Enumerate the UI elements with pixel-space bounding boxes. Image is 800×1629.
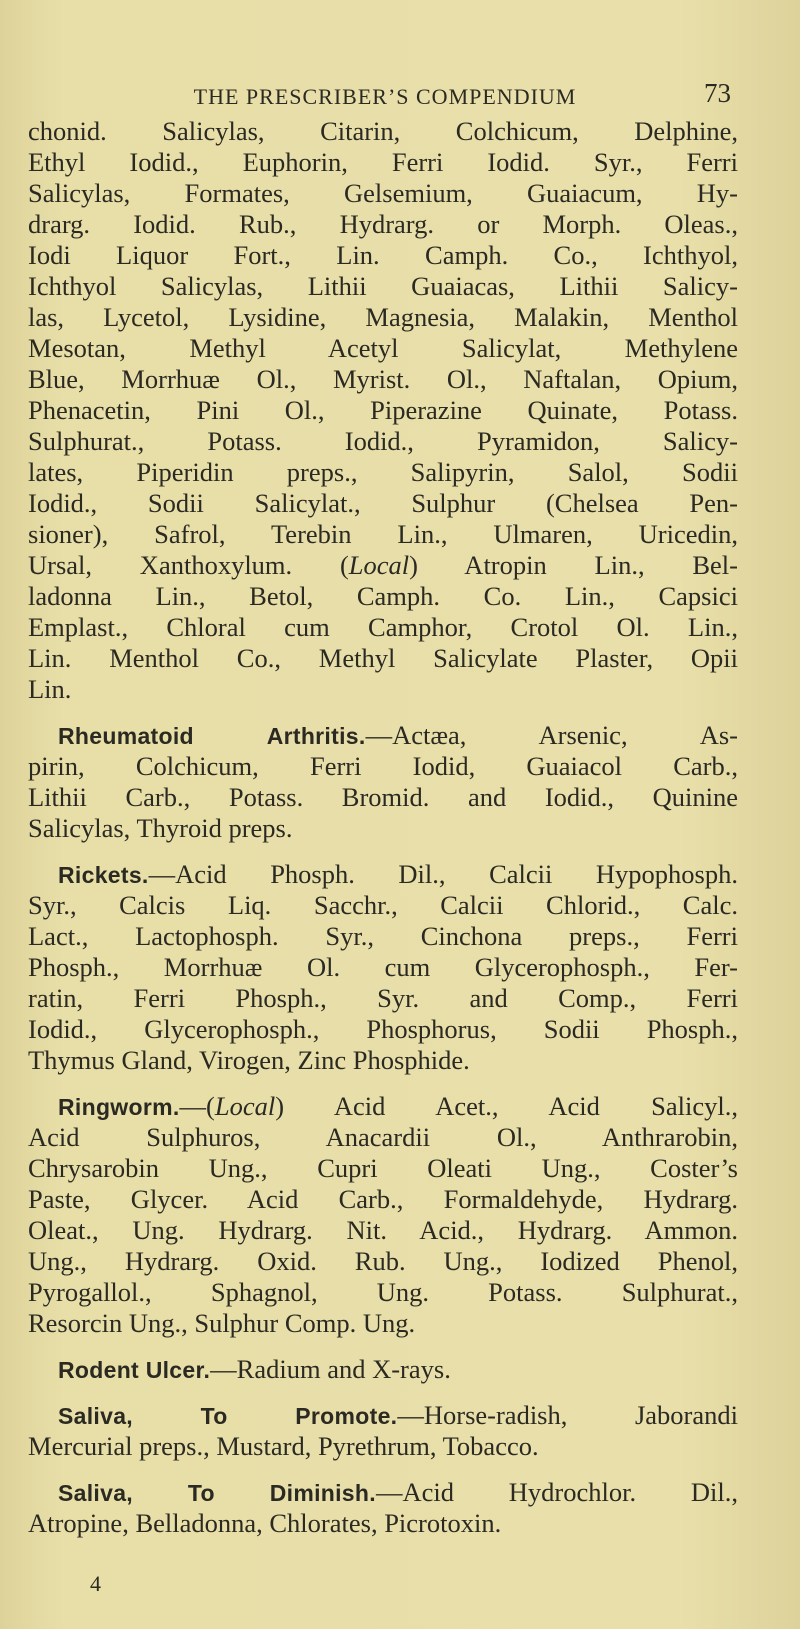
line-text: ladonna Lin., Betol, Camph. Co. Lin., Capsici [28,581,738,611]
line-text: Paste, Glycer. Acid Carb., Formaldehyde, Hydrarg. [28,1184,738,1214]
text-line [28,1215,738,1246]
text-line [28,519,738,550]
text-line [28,147,738,178]
line-text: —( [179,1091,215,1121]
text-line [28,1246,738,1277]
line-text: lates, Piperidin preps., Salipyrin, Salol, Sodii [28,457,738,487]
entry-paragraph [28,1477,738,1539]
text-line [28,271,738,302]
line-text: las, Lycetol, Lysidine, Magnesia, Malakin, Menthol [28,302,738,332]
page-number: 73 [704,78,731,108]
entry-heading: Saliva, To Diminish. [58,1480,376,1506]
text-line [28,116,738,147]
line-text: chonid. Salicylas, Citarin, Colchicum, Delphine, [28,116,738,146]
line-text: Syr., Calcis Liq. Sacchr., Calcii Chlorid., Calc. [28,890,738,920]
line-text: Ichthyol Salicylas, Lithii Guaiacas, Lithii Salicy- [28,271,738,301]
text-line [28,952,738,983]
text-line [28,921,738,952]
entry-paragraph [28,1091,738,1339]
text-line [28,302,738,333]
entry-paragraph [28,859,738,1076]
line-text: Resorcin Ung., Sulphur Comp. Ung. [28,1308,416,1338]
line-text: —Actæa, Arsenic, As- [365,720,738,750]
text-line [28,1477,738,1508]
line-text: ) Acid Acet., Acid Salicyl., [275,1091,738,1121]
text-line [28,1508,738,1539]
line-text: Iodid., Sodii Salicylat., Sulphur (Chelsea Pen- [28,488,738,518]
entry-heading: Rheumatoid Arthritis. [58,723,366,749]
italic-text: Local [214,1091,276,1121]
line-text: Mesotan, Methyl Acetyl Salicylat, Methylene [28,333,738,363]
text-line [28,859,738,890]
line-text: Chrysarobin Ung., Cupri Oleati Ung., Coster’s [28,1153,738,1183]
line-text: ratin, Ferri Phosph., Syr. and Comp., Ferri [28,983,738,1013]
line-text: Pyrogallol., Sphagnol, Ung. Potass. Sulphurat., [28,1277,738,1307]
line-text: Acid Sulphuros, Anacardii Ol., Anthrarobin, [28,1122,738,1152]
text-line [28,364,738,395]
line-text: Phosph., Morrhuæ Ol. cum Glycerophosph., Fer- [28,952,738,982]
entry-heading: Ringworm. [58,1094,180,1120]
line-text: Ung., Hydrarg. Oxid. Rub. Ung., Iodized Phenol, [28,1246,738,1276]
entry-paragraph [28,1400,738,1462]
text-line [28,240,738,271]
text-line [28,550,738,581]
italic-text: Local [348,550,410,580]
entry-heading: Rickets. [58,862,149,888]
text-line [28,1400,738,1431]
text-line [28,890,738,921]
line-text: Mercurial preps., Mustard, Pyrethrum, Tobacco. [28,1431,539,1461]
text-line [28,1184,738,1215]
entry-heading: Saliva, To Promote. [58,1403,398,1429]
line-text: drarg. Iodid. Rub., Hydrarg. or Morph. Oleas., [28,209,738,239]
line-text: Iodi Liquor Fort., Lin. Camph. Co., Ichthyol, [28,240,738,270]
text-line [28,1153,738,1184]
line-text: —Horse-radish, Jaborandi [397,1400,738,1430]
line-text: Lin. [28,674,72,704]
continued-paragraph [28,116,738,705]
text-line [28,333,738,364]
line-text: Ursal, Xanthoxylum. ( [28,550,349,580]
line-text: sioner), Safrol, Terebin Lin., Ulmaren, Uricedin, [28,519,738,549]
text-line [28,457,738,488]
text-line [28,178,738,209]
entry-paragraph [28,1354,738,1385]
line-text: Salicylas, Thyroid preps. [28,813,293,843]
text-line [28,1354,738,1385]
line-text: Oleat., Ung. Hydrarg. Nit. Acid., Hydrarg. Ammon. [28,1215,738,1245]
text-line [28,426,738,457]
text-line [28,1014,738,1045]
line-text: Thymus Gland, Virogen, Zinc Phosphide. [28,1045,470,1075]
line-text: Lact., Lactophosph. Syr., Cinchona preps., Ferri [28,921,738,951]
text-line [28,581,738,612]
line-text: Salicylas, Formates, Gelsemium, Guaiacum, Hy- [28,178,738,208]
line-text: Blue, Morrhuæ Ol., Myrist. Ol., Naftalan, Opium, [28,364,738,394]
line-text: Atropine, Belladonna, Chlorates, Picrotoxin. [28,1508,502,1538]
text-line [28,751,738,782]
text-line [28,782,738,813]
text-line [28,1308,738,1339]
page-body [28,116,738,1554]
line-text: Emplast., Chloral cum Camphor, Crotol Ol. Lin., [28,612,738,642]
text-line [28,1045,738,1076]
text-line [28,395,738,426]
running-header: THE PRESCRIBER’S COMPENDIUM [193,84,577,109]
text-line [28,1091,738,1122]
entry-heading: Rodent Ulcer. [58,1357,211,1383]
line-text: Ethyl Iodid., Euphorin, Ferri Iodid. Syr., Ferri [28,147,738,177]
line-text: Lithii Carb., Potass. Bromid. and Iodid., Quinine [28,782,738,812]
line-text: Iodid., Glycerophosph., Phosphorus, Sodii Phosph., [28,1014,738,1044]
line-text: —Acid Phosph. Dil., Calcii Hypophosph. [148,859,738,889]
text-line [28,720,738,751]
text-line [28,209,738,240]
text-line [28,643,738,674]
line-text: —Acid Hydrochlor. Dil., [375,1477,738,1507]
line-text: Sulphurat., Potass. Iodid., Pyramidon, Salicy- [28,426,738,456]
line-text: pirin, Colchicum, Ferri Iodid, Guaiacol Carb., [28,751,738,781]
text-line [28,983,738,1014]
signature-mark: 4 [90,1571,101,1596]
line-text: ) Atropin Lin., Bel- [409,550,738,580]
text-line [28,612,738,643]
line-text: —Radium and X-rays. [210,1354,451,1384]
line-text: Phenacetin, Pini Ol., Piperazine Quinate, Potass. [28,395,738,425]
text-line [28,488,738,519]
entry-paragraph [28,720,738,844]
text-line [28,1122,738,1153]
text-line [28,674,738,705]
text-line [28,1431,738,1462]
text-line [28,1277,738,1308]
line-text: Lin. Menthol Co., Methyl Salicylate Plaster, Opii [28,643,738,673]
text-line [28,813,738,844]
